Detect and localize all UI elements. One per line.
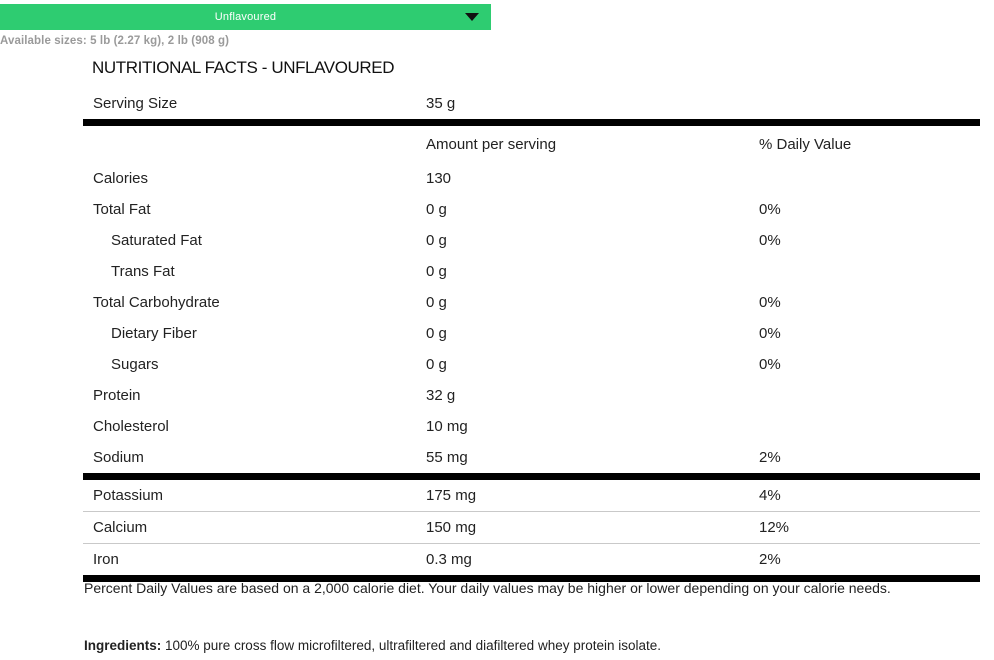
nutrient-amount: 130	[426, 170, 452, 187]
nutrient-amount: 150 mg	[426, 519, 477, 536]
flavour-select-label: Unflavoured	[214, 11, 277, 23]
nutrient-dv: 2%	[759, 551, 781, 568]
nutrient-dv: 2%	[759, 449, 781, 466]
nutrient-amount: 0.3 mg	[426, 551, 472, 568]
nutrient-name: Iron	[93, 551, 119, 568]
serving-size-dv	[759, 88, 980, 119]
nutrition-table	[83, 88, 980, 582]
nutrient-dv: 0%	[759, 201, 781, 218]
column-header-name	[83, 123, 426, 164]
table-row	[83, 442, 980, 473]
ingredients-text: 100% pure cross flow microfiltered, ultrafiltered and diafiltered whey protein isolate.	[161, 638, 662, 653]
nutrient-dv: 0%	[759, 294, 781, 311]
table-row	[83, 512, 980, 544]
serving-size-label: Serving Size	[93, 95, 178, 112]
nutrient-amount: 0 g	[426, 201, 447, 218]
nutrient-dv: 0%	[759, 325, 781, 342]
nutrient-dv: 12%	[759, 519, 790, 536]
nutrient-name: Total Fat	[93, 201, 151, 218]
nutrient-dv: 0%	[759, 356, 781, 373]
nutrient-name: Trans Fat	[111, 263, 175, 280]
nutrient-amount: 0 g	[426, 263, 447, 280]
nutrient-amount: 10 mg	[426, 418, 468, 435]
nutrient-name: Calories	[93, 170, 149, 187]
column-header-daily-value: % Daily Value	[759, 136, 852, 153]
ingredients-label: Ingredients:	[84, 638, 162, 653]
table-row	[83, 318, 980, 349]
table-row	[83, 544, 980, 576]
nutrient-amount: 0 g	[426, 294, 447, 311]
daily-value-footnote: Percent Daily Values are based on a 2,000 calorie diet. Your daily values may be higher or lower depending on your calorie needs.	[84, 580, 891, 596]
table-row	[83, 349, 980, 380]
nutrient-dv	[759, 411, 980, 442]
table-header-row	[83, 123, 980, 164]
table-row	[83, 225, 980, 256]
chevron-down-icon	[465, 13, 479, 21]
nutrient-amount: 0 g	[426, 356, 447, 373]
column-header-amount: Amount per serving	[426, 136, 557, 153]
flavour-select[interactable]	[0, 4, 491, 30]
table-row	[83, 194, 980, 225]
page-title: NUTRITIONAL FACTS - UNFLAVOURED	[92, 58, 395, 77]
nutrient-name: Potassium	[93, 487, 164, 504]
nutrient-dv: 4%	[759, 487, 781, 504]
nutrient-amount: 175 mg	[426, 487, 477, 504]
nutrient-amount: 0 g	[426, 325, 447, 342]
table-row-serving-size	[83, 88, 980, 119]
nutrient-name: Total Carbohydrate	[93, 294, 220, 311]
nutrient-name: Saturated Fat	[111, 232, 202, 249]
table-row	[83, 411, 980, 442]
nutrient-name: Sugars	[111, 356, 159, 373]
nutrient-name: Dietary Fiber	[111, 325, 197, 342]
table-row	[83, 380, 980, 411]
serving-size-value: 35 g	[426, 95, 456, 112]
nutrient-name: Sodium	[93, 449, 144, 466]
nutrient-dv: 0%	[759, 232, 781, 249]
nutrition-facts-panel	[83, 58, 980, 582]
nutrient-amount: 0 g	[426, 232, 447, 249]
nutrition-table-body	[83, 88, 980, 579]
nutrient-dv	[759, 256, 980, 287]
available-sizes: Available sizes: 5 lb (2.27 kg), 2 lb (908 g)	[0, 35, 230, 47]
nutrient-dv	[759, 163, 980, 194]
nutrient-amount: 55 mg	[426, 449, 468, 466]
nutrient-name: Cholesterol	[93, 418, 169, 435]
table-row	[83, 287, 980, 318]
nutrient-name: Calcium	[93, 519, 148, 536]
nutrient-dv	[759, 380, 980, 411]
ingredients-line	[84, 638, 964, 653]
nutrient-name: Protein	[93, 387, 141, 404]
table-row	[83, 477, 980, 512]
nutrient-amount: 32 g	[426, 387, 456, 404]
table-row	[83, 163, 980, 194]
table-row	[83, 256, 980, 287]
